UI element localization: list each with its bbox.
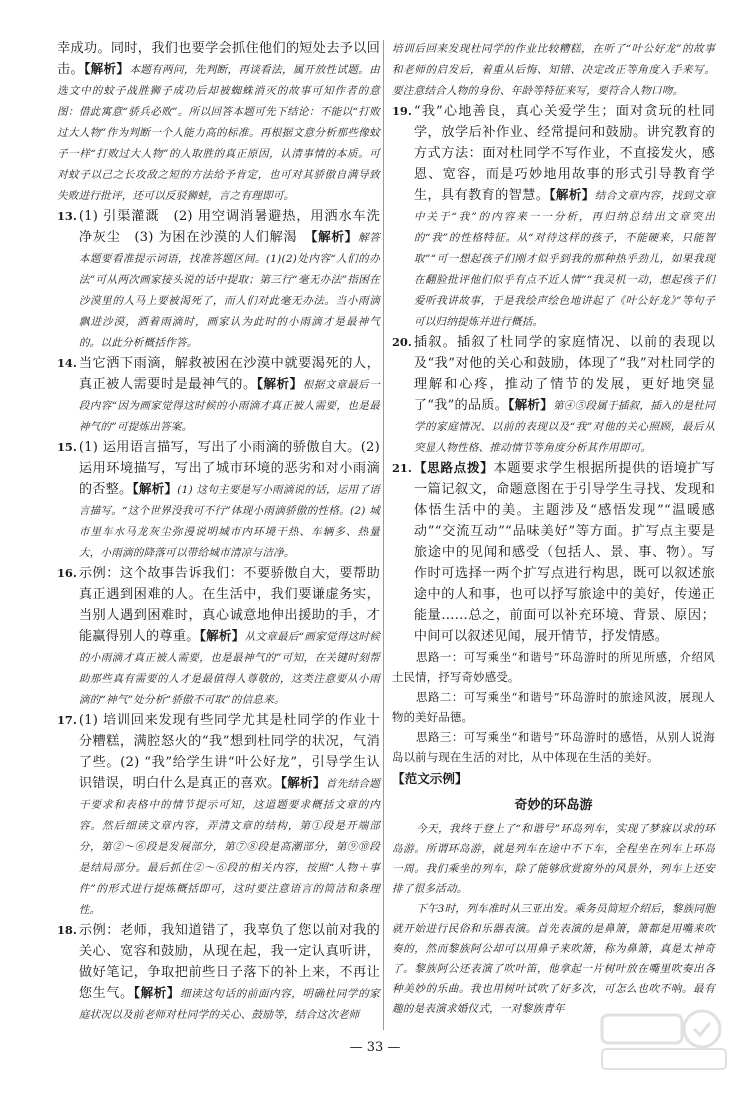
explanation-text: 解答本题要看准提示词语，找准答题区间。(1)(2)处内容“人们的办法”可从两次画家接头说的话中提取；第三行“毫无办法”指困在沙漠里的人马上要被渴死了，而人们对此毫无办法。当小雨滴飘进沙漠，洒着雨滴时，画家认为此时的小雨滴才是最神气的。以此分析概括作答。 xyxy=(78,232,381,349)
question-item xyxy=(392,458,715,647)
section-tag: 【解析】 xyxy=(256,376,303,391)
page-number: — 33 — xyxy=(349,1040,401,1055)
question-body xyxy=(414,458,715,647)
essay-title: 奇妙的环岛游 xyxy=(514,798,593,813)
column-divider xyxy=(383,40,384,1030)
question-item xyxy=(57,437,380,563)
question-body xyxy=(79,353,380,437)
approach-paragraph: 思路二：可写乘坐“和谐号”环岛游时的旅途风波，展现人物的美好品德。 xyxy=(392,690,715,724)
right-column xyxy=(392,38,715,1019)
question-number: 18. xyxy=(57,923,77,937)
section-tag: 【解析】 xyxy=(84,61,130,76)
question-item xyxy=(392,332,715,458)
question-body xyxy=(79,563,380,710)
section-tag: 【解析】 xyxy=(280,775,326,790)
question-number: 14. xyxy=(57,356,77,370)
watermark-logo xyxy=(594,1005,734,1075)
answer-text: 幸成功。同时，我们也要学会抓住他们的短处去予以回击。 xyxy=(57,41,380,77)
section-tag: 【解析】 xyxy=(132,481,178,496)
explanation-text: 结合文章内容，找到文章中关于“我”的内容来一一分析，再归纳总结出文章突出的“我”的性格特征。从“对待这样的孩子，不能硬来，只能智取”“可一想起孩子们刚才似乎到我的那种热乎劲儿，如果我现在翻脸批评他们似乎有点不近人情”“我灵机一动，想起孩子们爱听我讲故事，于是我绘声绘色地讲起了《叶公好龙》”等句子可以归纳提炼并进行概括。 xyxy=(413,190,716,328)
explanation-text: 从文章最后“画家觉得这时候的小雨滴才真正被人需要，也是最神气的”可知，在关键时刻帮助那些真有需要的人才是最值得人尊敬的，这类注意要从小雨滴的“神气”处分析“骄傲不可取”的信息来。 xyxy=(78,631,381,706)
left-column xyxy=(57,38,380,1025)
question-item xyxy=(57,206,380,353)
approach-paragraph: 思路三：可写乘坐“和谐号”环岛游时的感悟，从别人说海岛以前与现在生活的对比，从中体现在生活的美好。 xyxy=(392,730,715,764)
question-body xyxy=(79,206,380,353)
explanation-text: 本题有两问，先判断，再谈看法，属开放性试题。由选文中的蚊子战胜狮子成功后却被蜘蛛消灭的故事可知作者的意图：借此寓意“骄兵必败”。所以回答本题可先下结论：不能以“打败过大人物”作为判断一个人能力高的标准。再根据文意分析那些像蚊子一样“打败过大人物”的人取胜的真正原因，认清事情的本质。可对蚊子以己之长攻敌之短的方法给予肯定，也可对其骄傲自满导致失败进行批评，还可以反驳狮蛙，言之有理即可。 xyxy=(57,64,381,202)
question-number: 16. xyxy=(57,566,77,580)
answer-text: 当它洒下雨滴，解救被困在沙漠中就要渴死的人，真正被人需要时是最神气的。 xyxy=(78,356,380,392)
explanation-text: 细读这句话的前面内容，明确杜同学的家庭状况以及前老师对杜同学的关心、鼓励等，结合这次老师 xyxy=(78,988,380,1021)
question-item xyxy=(57,563,380,710)
section-tag: 【解析】 xyxy=(508,397,553,412)
explanation-text: 培训后回来发现杜同学的作业比较糟糕，在听了“叶公好龙”的故事和老师的启发后，着重从后悔、知错、决定改正等角度入手来写。要注意结合人物的身份、年龄等特征来写，要符合人物口吻。 xyxy=(392,43,715,97)
answer-text: “我”心地善良，真心关爱学生；面对贪玩的杜同学，放学后补作业、经常提问和鼓励。讲究教育的方式方法：面对杜同学不写作业，不直接发火，感恩、宽容，而是巧妙地用故事的形式引导教育学生，具有教育的智慧。 xyxy=(413,104,715,203)
question-item xyxy=(57,710,380,920)
question-number: 17. xyxy=(57,713,77,727)
answer-text: (1) 运用语言描写，写出了小雨滴的骄傲自大。(2) 运用环境描写，写出了城市环境的恶劣和对小雨滴的否整。 xyxy=(78,440,380,497)
question-number: 15. xyxy=(57,440,77,454)
answer-text: 示例：老师，我知道错了，我辜负了您以前对我的关心、宽容和鼓励，从现在起，我一定认真听讲，做好笔记，争取把前些日子落下的补上来，不再让您生气。 xyxy=(78,923,380,1001)
explanation-text: (1) 这句主要是写小雨滴说的话，运用了语言描写。“这个世界没我可不行”体现小雨滴骄傲的性格。(2) 城市里车水马龙灰尘弥漫说明城市内环境干热、车辆多、热量大，小雨滴的降落可以带给城市清凉与洁净。 xyxy=(78,484,380,559)
question-number: 13. xyxy=(57,209,77,223)
question-item xyxy=(57,920,380,1025)
question-body xyxy=(57,38,380,206)
question-body xyxy=(414,101,715,332)
essay-paragraph: 下午3时，列车准时从三亚出发。乘务员简短介绍后，黎族同胞就开始进行民俗和乐器表演。首先表演的是鼻箫，箫都是用嘴来吹奏的，然而黎族阿公却可以用鼻子来吹箫，称为鼻箫，真是太神奇了。黎族阿公还表演了吹叶笛，他拿起一片树叶放在嘴里吹奏出各种美妙的乐曲。我也用树叶试吹了好多次，可怎么也吹不响。最有趣的是表演求婚仪式，一对黎族青年 xyxy=(392,903,715,1015)
answer-text: (1) 引渠灌溉 (2) 用空调消暑避热，用洒水车洗净灰尘 (3) 为困在沙漠的人们解渴 xyxy=(78,209,380,245)
answer-text: 插叙。插叙了杜同学的家庭情况、以前的表现以及“我”对他的关心和鼓励，体现了“我”对杜同学的理解和心疼，推动了情节的发展，更好地突显了“我”的品质。 xyxy=(413,335,715,413)
explanation-text: 根据文章最后一段内容“因为画家觉得这时候的小雨滴才真正被人需要，也是最神气的”可提炼出答案。 xyxy=(78,379,381,433)
explanation-text: 首先结合题干要求和表格中的情节提示可知，这道题要求概括文章的内容。然后细读文章内容，弄清文章的结构，第①段是开端部分，第②～⑥段是发展部分，第⑦⑧段是高潮部分，第⑨⑩段是结局部分。最后抓住②～⑥段的相关内容，按照“人物＋事件”的形式进行提炼概括即可，这时要注意语言的简洁和条理性。 xyxy=(78,778,381,916)
section-tag: 【解析】 xyxy=(199,628,245,643)
question-item xyxy=(57,353,380,437)
watermark-icon xyxy=(594,1005,734,1075)
question-item xyxy=(392,101,715,332)
explanation-text: 第④⑤段属于插叙，插入的是杜同学的家庭情况、以前的表现以及“我”对他的关心照顾，最后从突显人物性格、推动情节等角度分析其作用即可。 xyxy=(413,400,715,454)
section-tag: 【思路点拨】 xyxy=(413,460,494,475)
section-heading: 【范文示例】 xyxy=(392,771,468,786)
answer-text: 本题要求学生根据所提供的语境扩写一篇记叙文，命题意图在于引导学生寻找、发现和体悟生活中的美。主题涉及“感悟发现”“温暖感动”“交流互动”“品味美好”等方面。扩写点主要是旅途中的见闻和感受（包括人、景、事、物）。写作时可选择一两个扩写点进行构思，既可以叙述旅途中的人和事，也可以抒写旅途中的美好，传递正能量……总之，前面可以补充环境、背景、原因；中间可以叙述见闻，展开情节，抒发情感。 xyxy=(413,461,716,644)
question-body xyxy=(79,710,380,920)
question-body xyxy=(414,332,715,458)
continued-paragraph xyxy=(392,38,715,101)
essay-paragraph: 今天，我终于登上了“和谐号”环岛列车，实现了梦寐以求的环岛游。所谓环岛游，就是列车在途中不下车，全程坐在列车上环岛一周。我们乘坐的列车，除了能够欣赏窗外的风景外，列车上还安排了很多活动。 xyxy=(392,823,715,895)
question-body xyxy=(392,38,715,101)
question-number: 21. xyxy=(392,461,412,475)
question-number: 19. xyxy=(392,104,412,118)
answer-text: (1) 培训回来发现有些同学尤其是杜同学的作业十分糟糕，满腔怒火的“我”想到杜同学的状况，气消了些。(2) “我”给学生讲“叶公好龙”，引导学生认识错误，明白什么是真正的喜欢。 xyxy=(78,713,380,791)
section-tag: 【解析】 xyxy=(133,985,180,1000)
section-tag: 【解析】 xyxy=(311,229,358,244)
continued-paragraph xyxy=(57,38,380,206)
question-body xyxy=(79,437,380,563)
question-body xyxy=(79,920,380,1025)
approach-paragraph: 思路一：可写乘坐“和谐号”环岛游时的所见所感，介绍风土民情，抒写奇妙感受。 xyxy=(392,650,715,684)
answer-text: 示例：这个故事告诉我们：不要骄傲自大，要帮助真正遇到困难的人。在生活中，我们要谦虚务实，当别人遇到困难时，真心诚意地伸出援助的手，才能赢得别人的尊重。 xyxy=(78,566,380,644)
section-tag: 【解析】 xyxy=(549,187,595,202)
question-number: 20. xyxy=(392,335,412,349)
